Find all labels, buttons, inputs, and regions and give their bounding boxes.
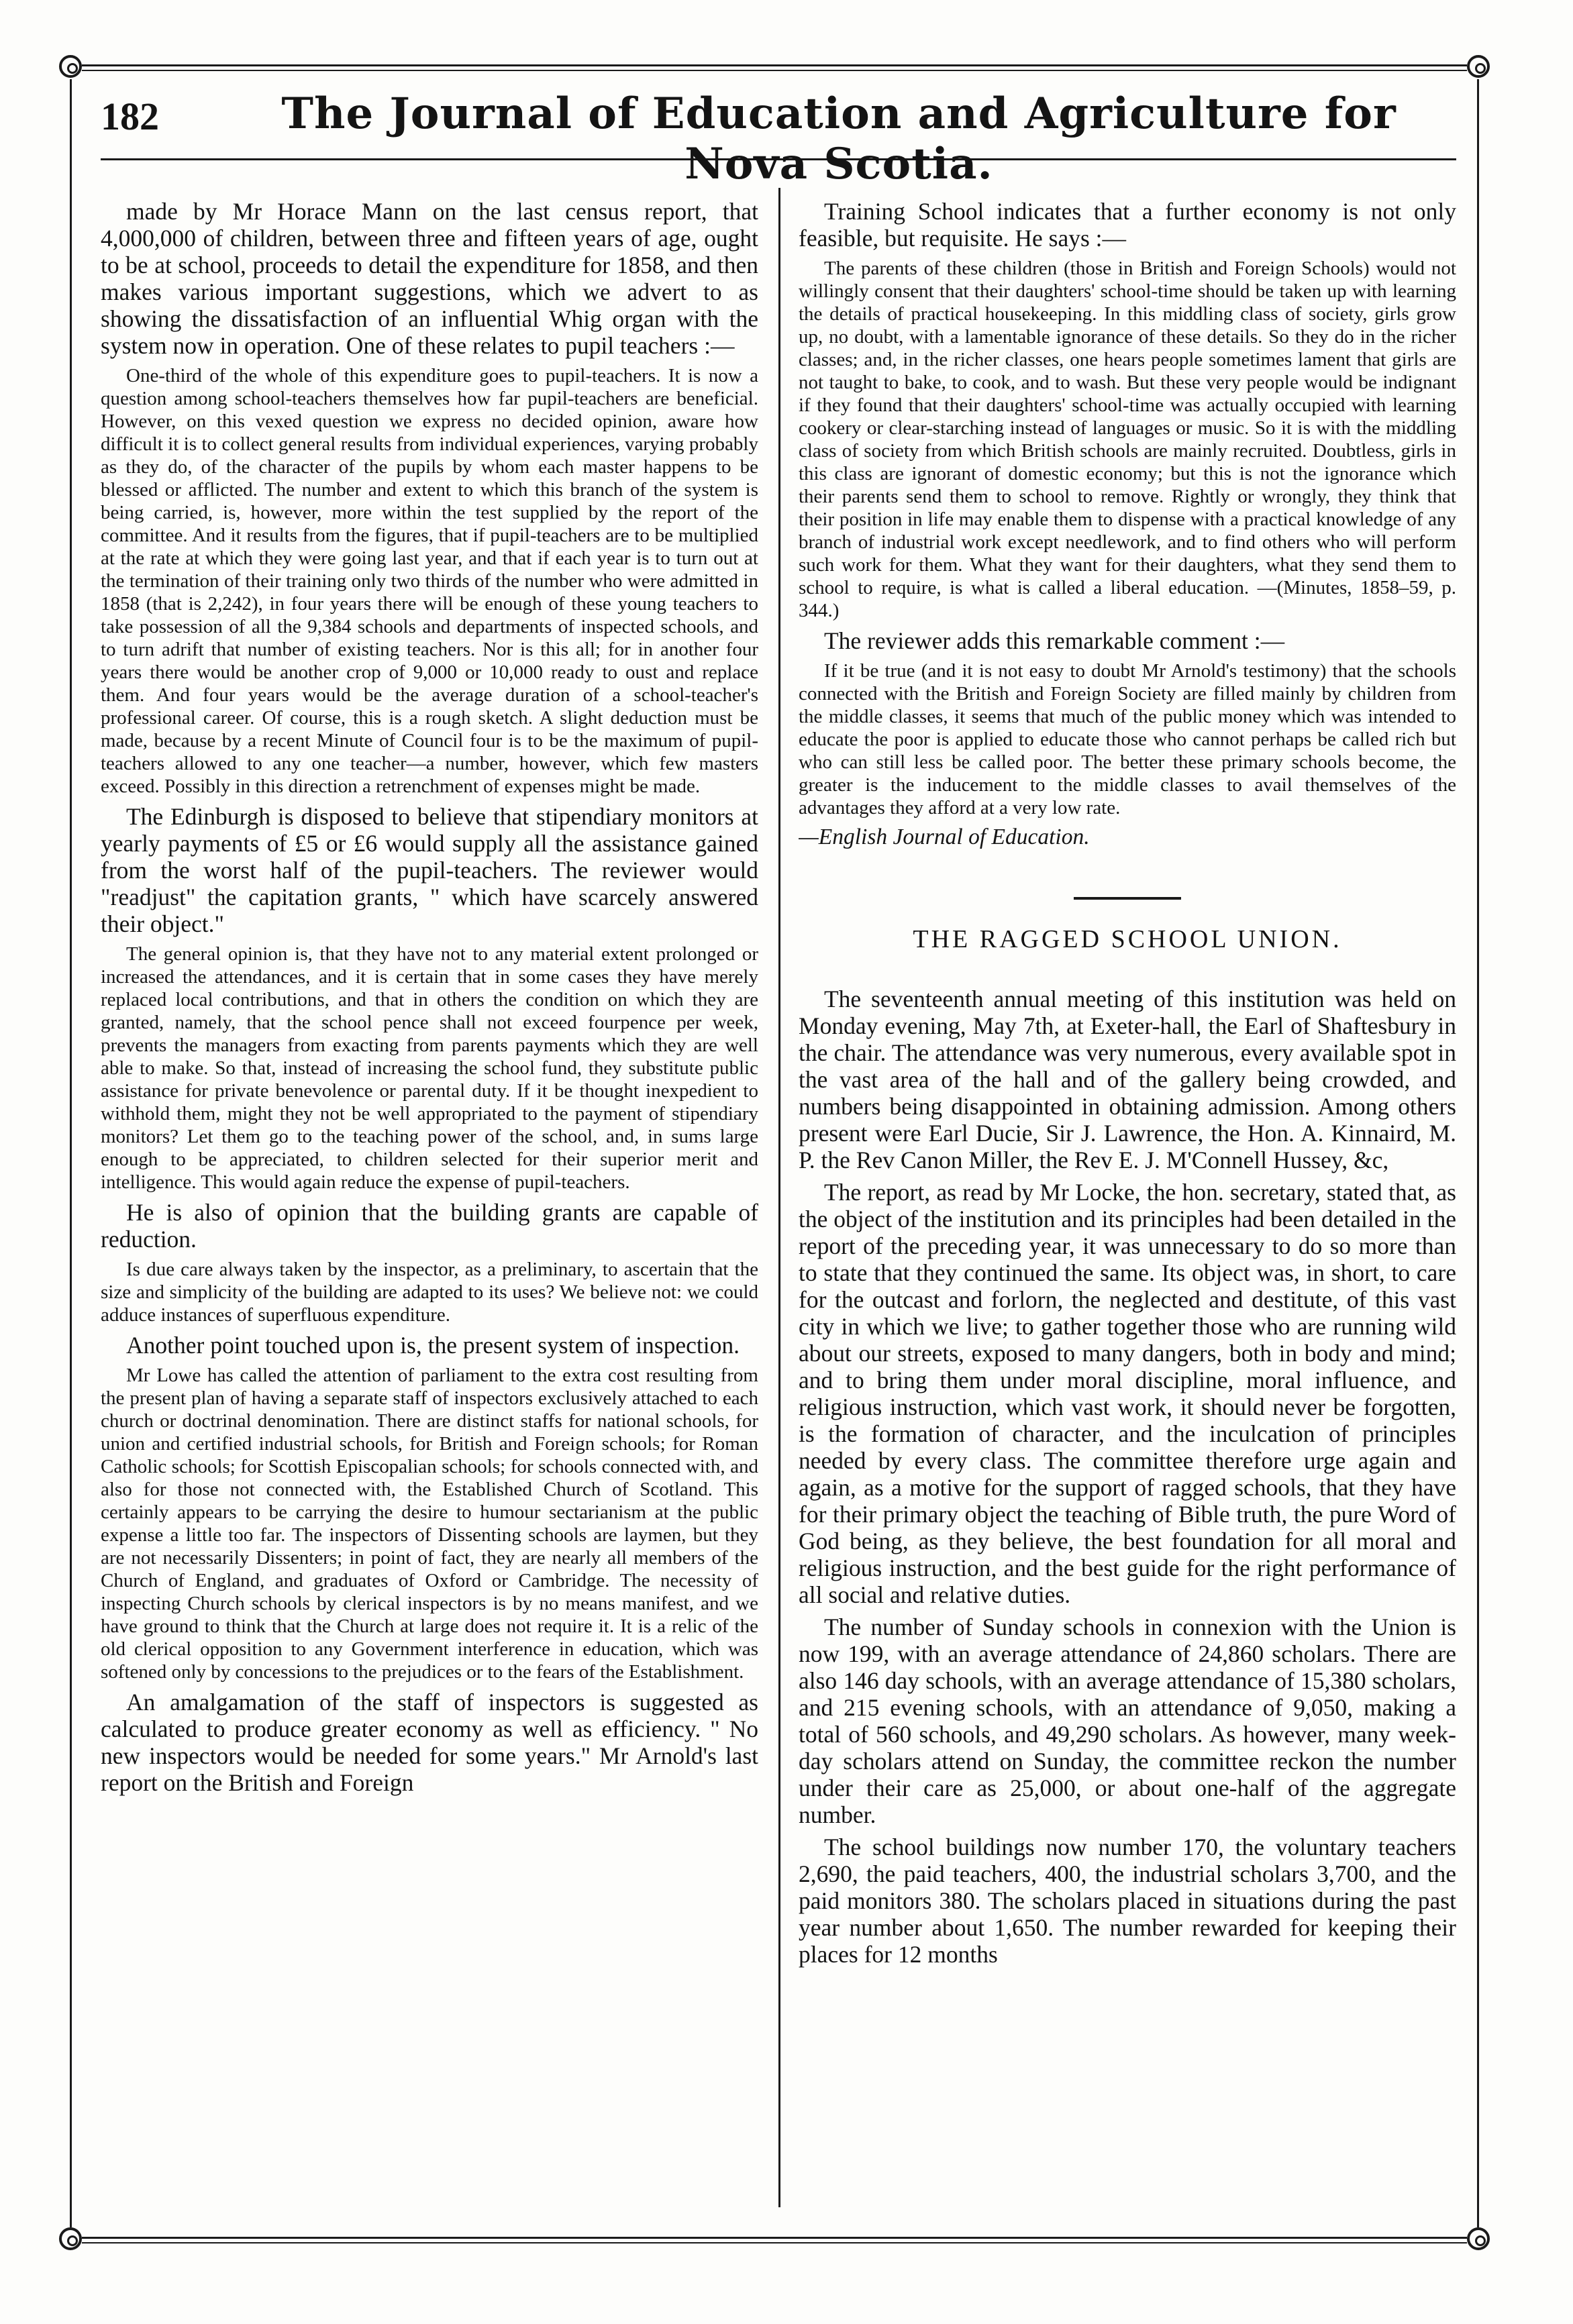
bottom-border-rule-inner — [82, 2242, 1467, 2243]
body-paragraph: The school buildings now number 170, the voluntary teachers 2,690, the paid teachers, 400, the industrial scholars 3,700, and the paid monitors 380. The scholars placed in situations during the past year number about 1,650. The number rewarded for keeping their places for 12 months — [799, 1834, 1456, 1968]
quoted-paragraph: The general opinion is, that they have not to any material extent prolonged or increased the attendances, and it is certain that in some cases they have merely replaced local contributions, and that in others the condition on which they are granted, namely, that the school pence shall not exceed fourpence per week, prevents the managers from exacting from parents payments which they are well able to make. So that, instead of increasing the school fund, they substitute public assistance for private benevolence or parental duty. If it be thought inexpedient to withhold them, might they not be well appropriated to the payment of stipendiary monitors? Let them go to the teaching power of the school, and, in sums large enough to be appreciated, to children selected for their superior merit and intelligence. This would again reduce the expense of pupil-teachers. — [101, 943, 758, 1193]
bottom-border-rule — [82, 2237, 1467, 2239]
left-border-rule — [70, 79, 72, 2227]
body-paragraph: The number of Sunday schools in connexion with the Union is now 199, with an average attendance of 24,860 scholars. There are also 146 day schools, with an average attendance of 15,380 scholars, and 215 evening schools, with an attendance of 9,050, making a total of 560 schools, and 49,290 scholars. As however, many week-day scholars attend on Sunday, the committee reckon the number under their care as 25,000, or about one-half of the aggregate number. — [799, 1614, 1456, 1828]
bottom-right-ornament — [1467, 2227, 1490, 2250]
column-divider — [778, 188, 780, 2207]
body-paragraph: made by Mr Horace Mann on the last census report, that 4,000,000 of children, between three and fifteen years of age, ought to be at school, proceeds to detail the expenditure for 1858, and then makes various important suggestions, which we advert to as showing the dissatisfaction of an influential Whig organ with the system now in operation. One of these relates to pupil teachers :— — [101, 198, 758, 359]
body-paragraph: An amalgamation of the staff of inspectors is suggested as calculated to produce greater economy as well as efficiency. " No new inspectors would be needed for some years." Mr Arnold's last report on the British and Foreign — [101, 1689, 758, 1796]
page-number: 182 — [101, 95, 159, 138]
body-paragraph: The Edinburgh is disposed to believe that stipendiary monitors at yearly payments of £5 or £6 would supply all the assistance gained from the worst half of the pupil-teachers. The reviewer would "readjust" the capitation grants, " which have scarcely answered their object." — [101, 803, 758, 937]
journal-title: The Journal of Education and Agriculture for Nova Scotia. — [281, 89, 1397, 189]
top-left-ornament — [59, 55, 82, 78]
quoted-paragraph: Mr Lowe has called the attention of parliament to the extra cost resulting from the present plan of having a separate staff of inspectors exclusively attached to each church or doctrinal denomination. There are distinct staffs for national schools, for union and certified industrial schools, for British and Foreign schools; for Roman Catholic schools; for Scottish Episcopalian schools; for schools connected with, and also for those not connected with, the Established Church of Scotland. This certainly appears to be carrying the desire to humour sectarianism at the public expense a little too far. The inspectors of Dissenting schools are laymen, but they are not necessarily Dissenters; in point of fact, they are nearly all members of the Church of England, and graduates of Oxford or Cambridge. The necessity of inspecting Church schools by clerical inspectors is by no means manifest, and we have ground to think that the Church at large does not require it. It is a relic of the old clerical opposition to any Government interference in education, which was softened only by concessions to the prejudices or to the fears of the Establishment. — [101, 1365, 758, 1683]
quoted-paragraph: Is due care always taken by the inspector, as a preliminary, to ascertain that the size and simplicity of the building are adapted to its uses? We believe not: we could adduce instances of superfluous expenditure. — [101, 1259, 758, 1326]
article-source: —English Journal of Education. — [799, 825, 1090, 849]
quoted-paragraph: If it be true (and it is not easy to doubt Mr Arnold's testimony) that the schools connected with the British and Foreign Society are filled mainly by children from the middle classes, it seems that much of the public money which was intended to educate the poor is applied to educate those who cannot perhaps be called rich but who can still less be called poor. The better these primary schools become, the greater is the inducement to the middle classes to avail themselves of the advantages they afford at a very low rate. — [799, 660, 1456, 818]
body-paragraph: The reviewer adds this remarkable comment :— — [824, 627, 1285, 654]
left-column — [101, 198, 758, 2204]
right-border-rule — [1477, 79, 1479, 2227]
bottom-left-ornament — [59, 2227, 82, 2250]
section-separator-rule — [1074, 897, 1181, 900]
top-border-rule-inner — [82, 70, 1467, 71]
body-paragraph: Another point touched upon is, the present system of inspection. — [126, 1332, 740, 1359]
body-paragraph: Training School indicates that a further economy is not only feasible, but requisite. He says :— — [799, 198, 1456, 252]
top-right-ornament — [1467, 55, 1490, 78]
quoted-paragraph: One-third of the whole of this expenditure goes to pupil-teachers. It is now a question among school-teachers themselves how far pupil-teachers are beneficial. However, on this vexed question we express no decided opinion, aware how difficult it is to collect general results from individual experiences, varying probably as they do, of the character of the pupils by whom each master happens to be blessed or afflicted. The number and extent to which this branch of the system is being carried, is, however, more within the test supplied by the report of the committee. And it results from the figures, that if pupil-teachers are to be multiplied at the rate at which they were going last year, and that if each year is to turn out at the termination of their training only two thirds of the number who were admitted in 1858 (that is 2,242), in four years there will be enough of these young teachers to take possession of all the 9,384 schools and departments of inspected schools, and to turn adrift that number of existing teachers. Nor is this all; for in another four years there would be another crop of 9,000 or 10,000 ready to oust and replace them. And four years would be the average duration of a school-teacher's professional career. Of course, this is a rough sketch. A slight deduction must be made, because by a recent Minute of Council four is to be the maximum of pupil-teachers allowed to any one teacher—a number, however, which few masters exceed. Possibly in this direction a retrenchment of expenses might be made. — [101, 365, 758, 797]
body-paragraph: He is also of opinion that the building grants are capable of reduction. — [101, 1199, 758, 1253]
quoted-paragraph: The parents of these children (those in British and Foreign Schools) would not willingly consent that their daughters' school-time should be taken up with learning the details of practical housekeeping. In this middling class of society, girls grow up, no doubt, with a lamentable ignorance of these details. So they do in the richer classes; and, in the richer classes, one hears people sometimes lament that girls are not taught to bake, to cook, and to wash. But these very people would be indignant if they found that their daughters' school-time was actually occupied with learning cookery or clear-starching instead of languages or music. So it is with the middling class of society from which British schools are mainly recruited. Doubtless, girls in this class are ignorant of domestic economy; but this is not the ignorance which their parents send them to school to remove. Rightly or wrongly, they think that their position in life may enable them to dispense with a practical knowledge of any branch of industrial work except needlework, and to find others who will perform such work for them. What they want for their daughters, what they send them to school to require, is what is called a liberal education. —(Minutes, 1858–59, p. 344.) — [799, 258, 1456, 621]
body-paragraph: The seventeenth annual meeting of this institution was held on Monday evening, May 7th, at Exeter-hall, the Earl of Shaftesbury in the chair. The attendance was very numerous, every available spot in the vast area of the hall and of the gallery being crowded, and numbers being disappointed in obtaining admission. Among others present were Earl Ducie, Sir J. Lawrence, the Hon. A. Kinnaird, M. P. the Rev Canon Miller, the Rev E. J. M'Connell Hussey, &c, — [799, 986, 1456, 1173]
top-border-rule — [82, 64, 1467, 66]
right-column — [799, 198, 1456, 2204]
section-title: THE RAGGED SCHOOL UNION. — [913, 925, 1342, 953]
body-paragraph: The report, as read by Mr Locke, the hon. secretary, stated that, as the object of the institution and its principles had been detailed in the report of the preceding year, it was unnecessary to do so more than to state that they continued the same. Its object was, in short, to care for the outcast and forlorn, the neglected and destitute, of this vast city in which we live; to gather together those who are running wild about our streets, exposed to many dangers, both in body and mind; and to bring them under moral discipline, moral influence, and religious instruction, which vast work, it should never be forgotten, is the formation of character, and the inculcation of principles needed by every class. The committee therefore urge again and again, as a motive for the support of ragged schools, that they have for their primary object the teaching of Bible truth, the pure Word of God being, as they believe, the best foundation for all moral and religious instruction, and the best guide for the right performance of all social and relative duties. — [799, 1179, 1456, 1608]
